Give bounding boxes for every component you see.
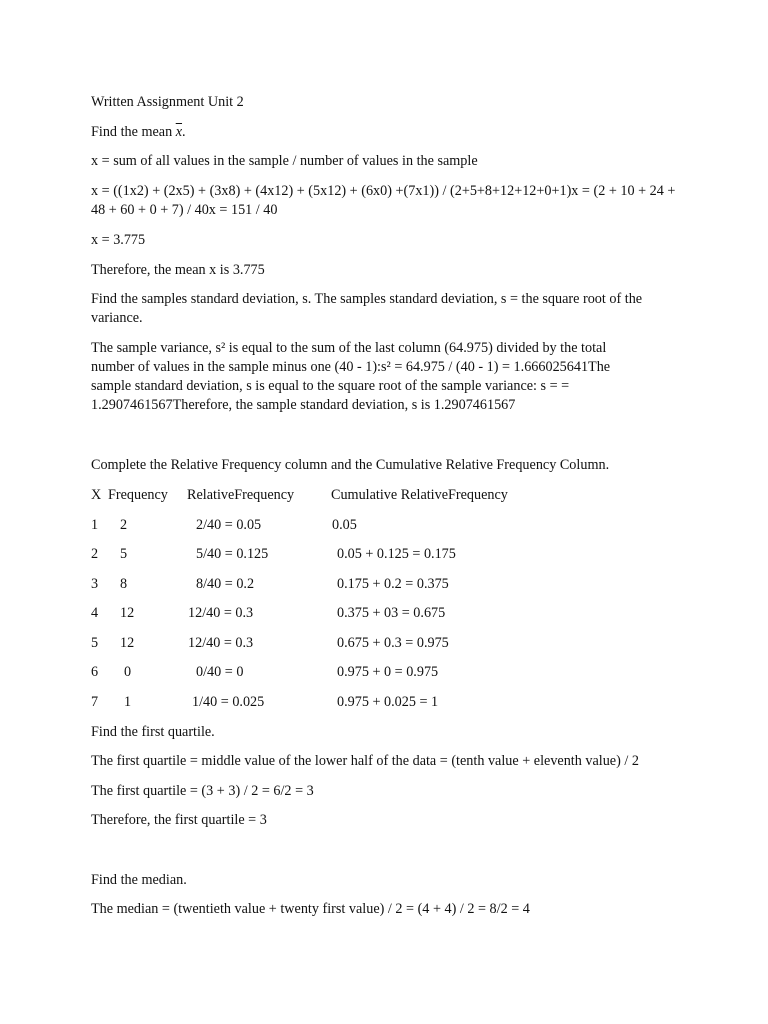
- q1-definition: The first quartile = middle value of the lower half of the data = (tenth value + eleventh value) / 2: [91, 753, 639, 769]
- header-x: X: [91, 487, 102, 503]
- cell-cumulative-relative-frequency: 0.05 + 0.125 = 0.175: [337, 546, 456, 562]
- mean-calculation: x = ((1x2) + (2x5) + (3x8) + (4x12) + (5x12) + (6x0) +(7x1)) / (2+5+8+12+12+0+1)x = (2 + 10 + 24 + 48 + 60 + 0 + 7) / 40x = 151 / 40: [91, 183, 676, 218]
- sd-prompt: Find the samples standard deviation, s. The samples standard deviation, s = the square root of the variance.: [91, 291, 643, 326]
- cell-x: 5: [91, 635, 99, 651]
- cell-relative-frequency: 0/40 = 0: [196, 664, 244, 680]
- cell-frequency: 2: [120, 517, 128, 533]
- mean-definition: x = sum of all values in the sample / number of values in the sample: [91, 153, 478, 169]
- table-row: [0, 575, 768, 595]
- q1-calculation: The first quartile = (3 + 3) / 2 = 6/2 = 3: [91, 783, 314, 799]
- cell-cumulative-relative-frequency: 0.675 + 0.3 = 0.975: [337, 635, 449, 651]
- cell-relative-frequency: 2/40 = 0.05: [196, 517, 262, 533]
- cell-x: 7: [91, 694, 99, 710]
- mean-prompt-text: Find the mean: [91, 124, 176, 140]
- cell-relative-frequency: 5/40 = 0.125: [196, 546, 269, 562]
- table-row: [0, 516, 768, 536]
- cell-cumulative-relative-frequency: 0.05: [332, 517, 357, 533]
- q1-prompt: Find the first quartile.: [91, 724, 215, 740]
- sd-explanation: The sample variance, s² is equal to the sum of the last column (64.975) divided by the total number of values in the sample minus one (40 - 1):s² = 64.975 / (40 - 1) = 1.666025641The sample standard deviation, s is equal to the square root of the sample variance: s = = 1.2907461567Therefore, the sample standard deviation, s is 1.2907461567: [91, 340, 611, 413]
- cell-frequency: 12: [120, 605, 135, 621]
- cell-relative-frequency: 12/40 = 0.3: [188, 605, 254, 621]
- cell-x: 1: [91, 517, 99, 533]
- cell-x: 4: [91, 605, 99, 621]
- header-frequency: Frequency: [108, 487, 168, 503]
- table-row: [0, 663, 768, 683]
- x-bar-symbol: $\overline{x}$: [175, 124, 183, 140]
- cell-frequency: 0: [124, 664, 132, 680]
- cell-frequency: 8: [120, 576, 128, 592]
- mean-prompt-end: .: [182, 124, 186, 140]
- header-cumulative-relative-frequency: Cumulative RelativeFrequency: [331, 487, 508, 503]
- table-row: [0, 545, 768, 565]
- cell-frequency: 5: [120, 546, 128, 562]
- mean-prompt: [91, 123, 186, 142]
- document-title: Written Assignment Unit 2: [91, 94, 244, 110]
- cell-cumulative-relative-frequency: 0.975 + 0.025 = 1: [337, 694, 439, 710]
- median-calculation: The median = (twentieth value + twenty first value) / 2 = (4 + 4) / 2 = 8/2 = 4: [91, 901, 530, 917]
- mean-value: x = 3.775: [91, 232, 146, 248]
- cell-cumulative-relative-frequency: 0.975 + 0 = 0.975: [337, 664, 439, 680]
- mean-conclusion: Therefore, the mean x is 3.775: [91, 262, 265, 278]
- table-row: [0, 693, 768, 713]
- table-prompt: Complete the Relative Frequency column and the Cumulative Relative Frequency Column.: [91, 457, 610, 473]
- cell-relative-frequency: 8/40 = 0.2: [196, 576, 255, 592]
- cell-relative-frequency: 12/40 = 0.3: [188, 635, 254, 651]
- header-relative-frequency: RelativeFrequency: [187, 487, 295, 503]
- cell-relative-frequency: 1/40 = 0.025: [192, 694, 265, 710]
- table-row: [0, 634, 768, 654]
- cell-cumulative-relative-frequency: 0.375 + 03 = 0.675: [337, 605, 446, 621]
- cell-frequency: 12: [120, 635, 135, 651]
- table-row: [0, 604, 768, 624]
- table-header-row: [0, 486, 768, 506]
- cell-x: 6: [91, 664, 99, 680]
- cell-x: 2: [91, 546, 99, 562]
- q1-conclusion: Therefore, the first quartile = 3: [91, 812, 267, 828]
- cell-frequency: 1: [124, 694, 132, 710]
- cell-x: 3: [91, 576, 99, 592]
- cell-cumulative-relative-frequency: 0.175 + 0.2 = 0.375: [337, 576, 449, 592]
- median-prompt: Find the median.: [91, 872, 187, 888]
